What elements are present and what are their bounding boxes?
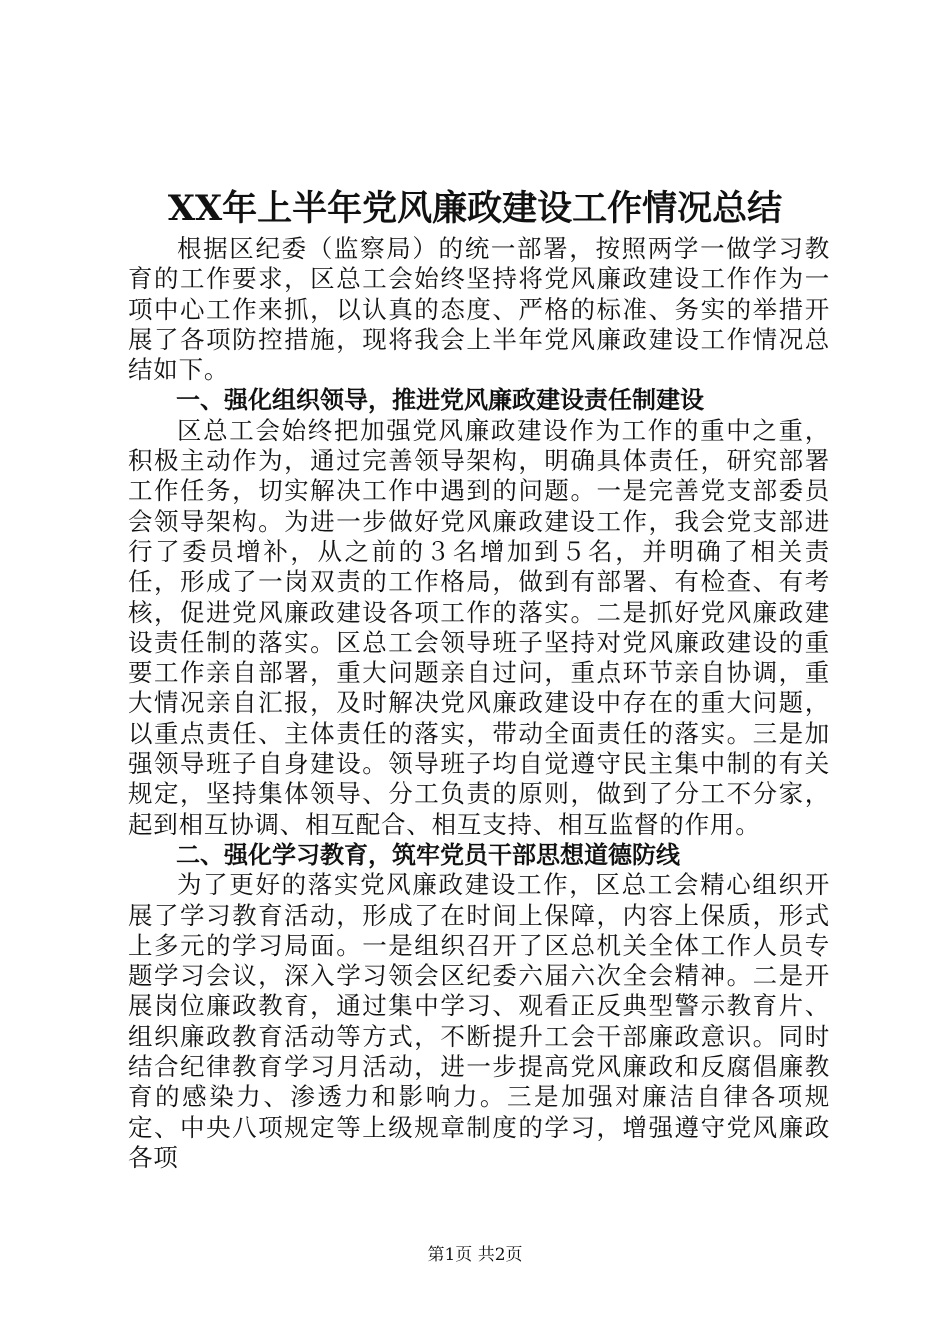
section-2-paragraph: 为了更好的落实党风廉政建设工作，区总工会精心组织开展了学习教育活动，形成了在时间上保障，内容上保质，形式上多元的学习局面。一是组织召开了区总机关全体工作人员专题学习会议，深入学习领会区纪委六届六次全会精神。二是开展岗位廉政教育，通过集中学习、观看正反典型警示教育片、组织廉政教育活动等方式，不断提升工会干部廉政意识。同时结合纪律教育学习月活动，进一步提高党风廉政和反腐倡廉教育的感染力、渗透力和影响力。三是加强对廉洁自律各项规定、中央八项规定等上级规章制度的学习，增强遵守党风廉政各项 [128, 870, 830, 1172]
section-1-paragraph: 区总工会始终把加强党风廉政建设作为工作的重中之重，积极主动作为，通过完善领导架构，明确具体责任，研究部署工作任务，切实解决工作中遇到的问题。一是完善党支部委员会领导架构。为进一步做好党风廉政建设工作，我会党支部进行了委员增补，从之前的３名增加到５名，并明确了相关责任，形成了一岗双责的工作格局，做到有部署、有检查、有考核，促进党风廉政建设各项工作的落实。二是抓好党风廉政建设责任制的落实。区总工会领导班子坚持对党风廉政建设的重要工作亲自部署，重大问题亲自过问，重点环节亲自协调，重大情况亲自汇报，及时解决党风廉政建设中存在的重大问题，以重点责任、主体责任的落实，带动全面责任的落实。三是加强领导班子自身建设。领导班子均自觉遵守民主集中制的有关规定，坚持集体领导、分工负责的原则，做到了分工不分家，起到相互协调、相互配合、相互支持、相互监督的作用。 [128, 415, 830, 839]
section-2-heading: 二、强化学习教育，筑牢党员干部思想道德防线 [176, 840, 680, 869]
page-footer: 第1页 共2页 [427, 1245, 523, 1265]
document-title: XX年上半年党风廉政建设工作情况总结 [167, 188, 783, 229]
section-1-heading: 一、强化组织领导，推进党风廉政建设责任制建设 [176, 386, 704, 415]
intro-paragraph: 根据区纪委（监察局）的统一部署，按照两学一做学习教育的工作要求，区总工会始终坚持将党风廉政建设工作作为一项中心工作来抓，以认真的态度、严格的标准、务实的举措开展了各项防控措施，现将我会上半年党风廉政建设工作情况总结如下。 [128, 234, 830, 385]
document-body [128, 234, 830, 1173]
